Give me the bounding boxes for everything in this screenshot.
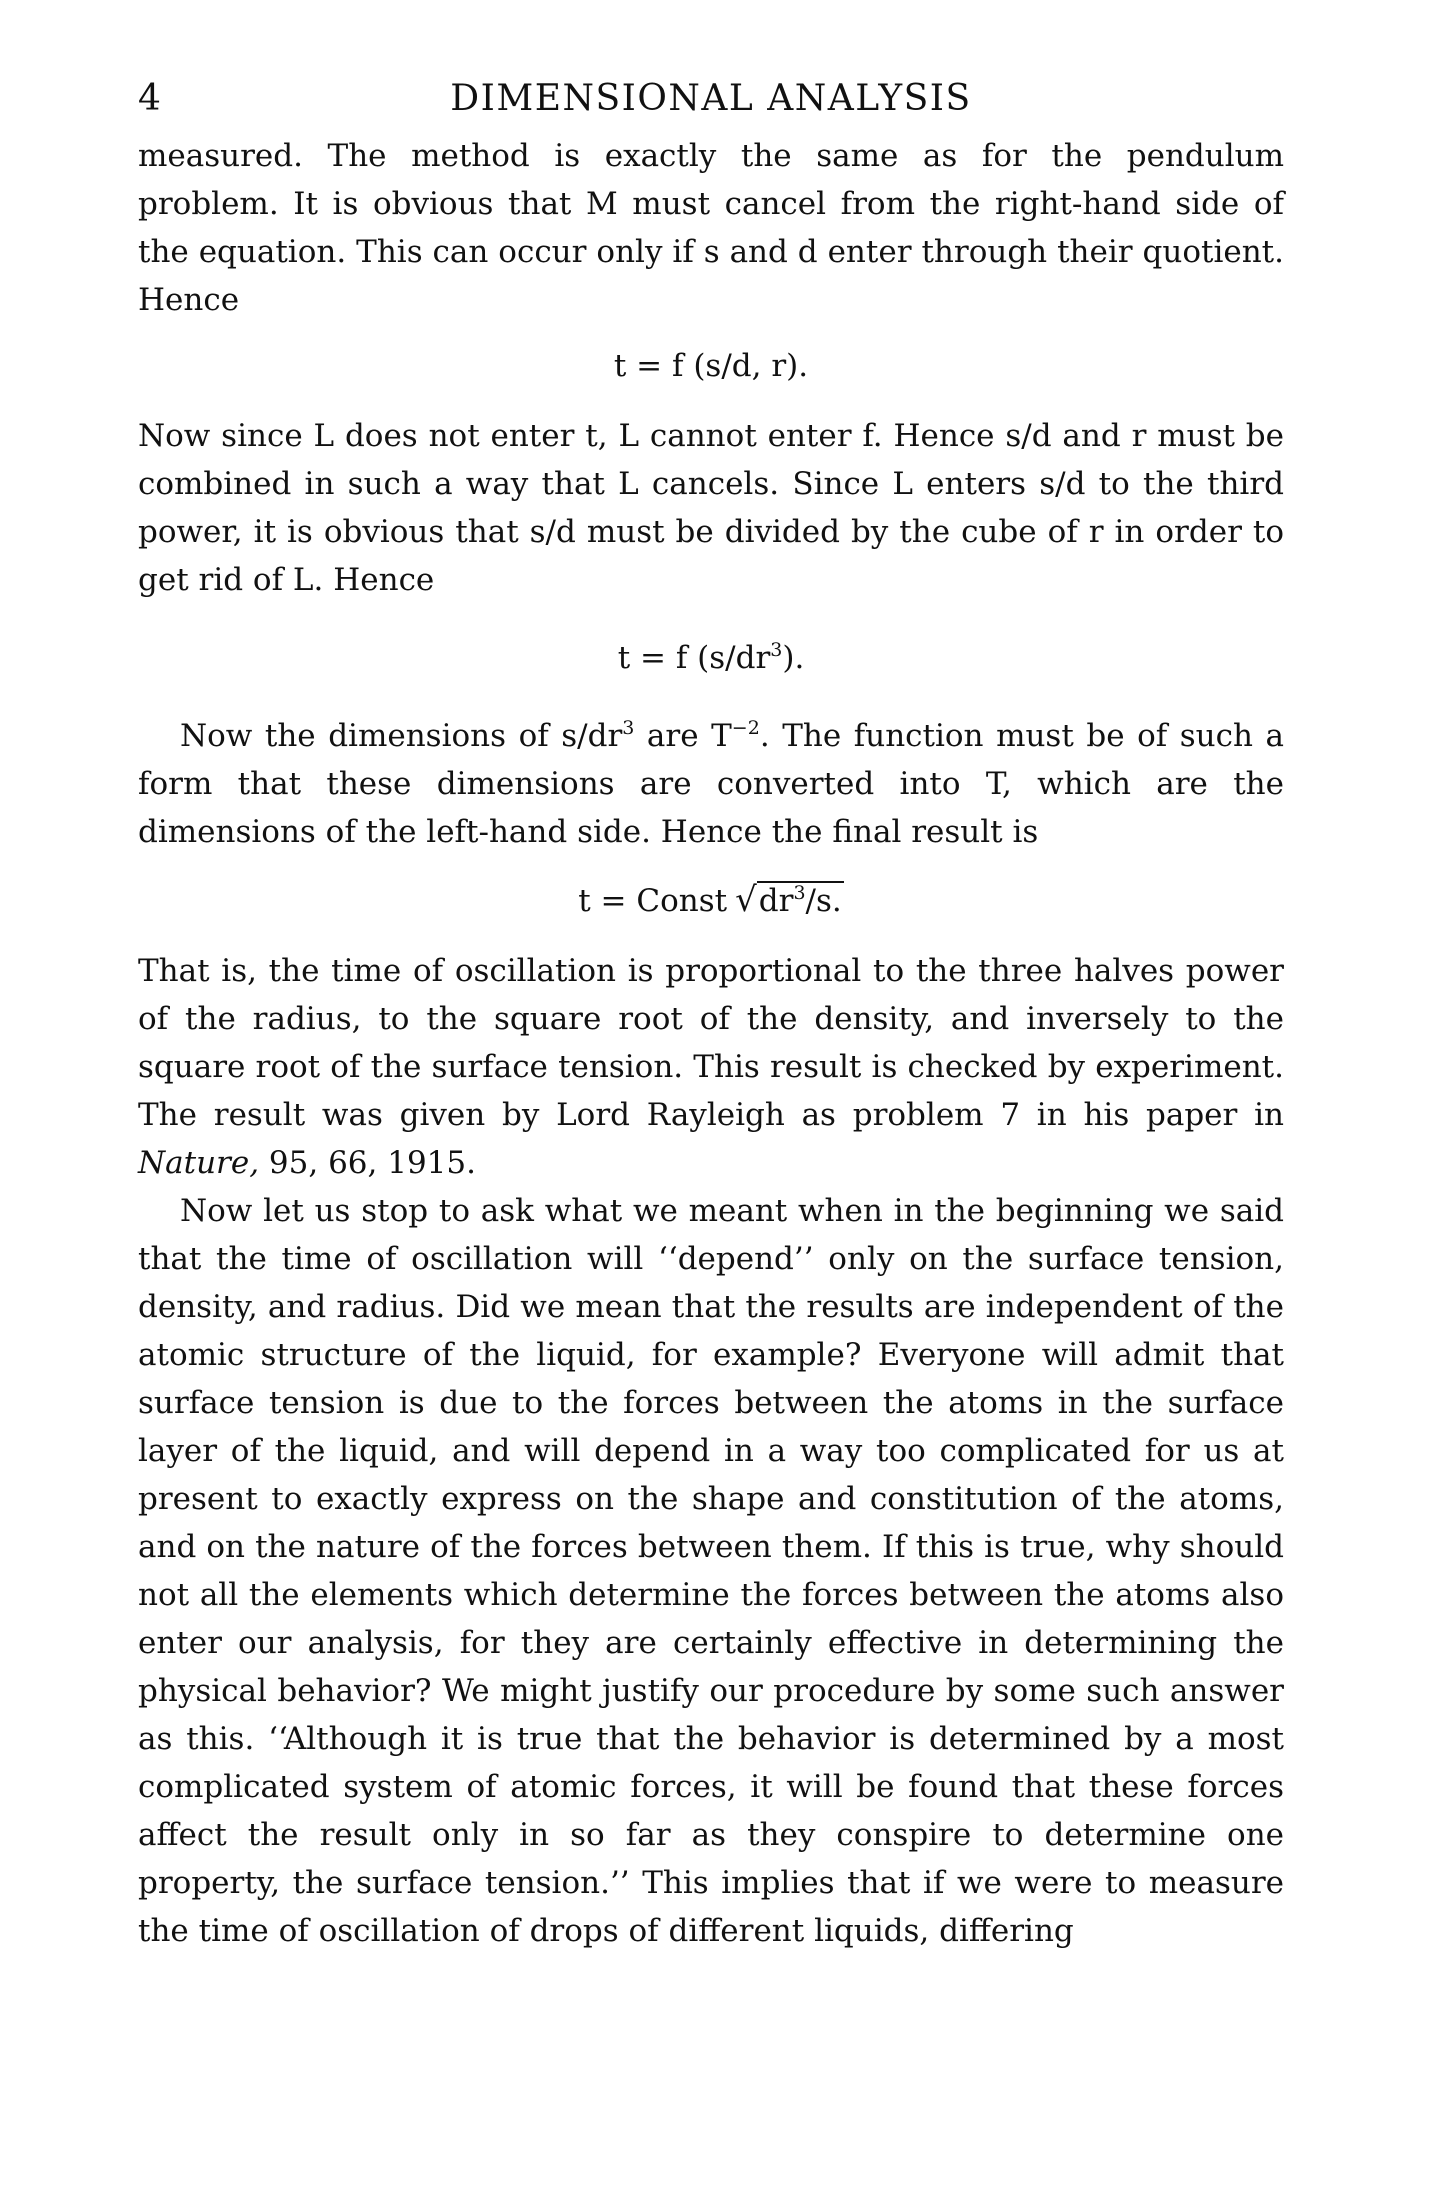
superscript: −2 — [731, 717, 760, 739]
paragraph-text: are T — [634, 718, 732, 754]
paragraph-text: Now the dimensions of s/dr — [180, 718, 623, 754]
paragraph-dimensions — [138, 712, 1284, 856]
superscript: 3 — [793, 882, 806, 904]
radicand — [757, 881, 844, 919]
equation-final-result — [138, 876, 1284, 925]
equation-text: t = f (s/dr — [617, 640, 771, 676]
square-root-sign: √ — [735, 880, 757, 920]
equation-text: dr — [758, 883, 794, 919]
paragraph-measured: measured. The method is exactly the same as for the pendulum problem. It is obvious that M must cancel from the right-hand side of the equation. This can occur only if s and d enter through their quotient. Hence — [138, 138, 1284, 318]
equation-text: /s. — [805, 883, 842, 919]
paragraph-text: . The function must be of such a form that these dimensions are converted into T, which are the dimensions of the left-hand side. Hence the final result is — [138, 718, 1284, 850]
equation-t-f-s-d-r: t = f (s/d, r). — [613, 348, 809, 384]
page-header — [138, 70, 1284, 132]
equation-t-f-s-dr3 — [138, 634, 1284, 682]
running-head: DIMENSIONAL ANALYSIS — [450, 78, 972, 119]
citation-text: 95, 66, 1915. — [259, 1145, 476, 1181]
paragraph-interpretation — [138, 947, 1284, 1187]
journal-title: Nature, — [138, 1145, 260, 1181]
equation-text: ). — [782, 640, 805, 676]
equation-text: t = Const — [578, 883, 728, 919]
superscript: 3 — [622, 717, 635, 739]
paragraph-l-cancels: Now since L does not enter t, L cannot enter f. Hence s/d and r must be combined in such a way that L cancels. Since L enters s/d to the third power, it is obvious that s/d must be divided by the cube of r in order to get rid of L. Hence — [138, 418, 1284, 598]
paragraph-atomic-structure: Now let us stop to ask what we meant when in the beginning we said that the time of oscillation will ‘‘depend’’ only on the surface tension, density, and radius. Did we mean that the results are independent of the atomic structure of the liquid, for example? Everyone will admit that surface tension is due to the forces between the atoms in the surface layer of the liquid, and will depend in a way too complicated for us at present to exactly express on the shape and constitution of the atoms, and on the nature of the forces between them. If this is true, why should not all the elements which determine the forces between the atoms also enter our analysis, for they are certainly effective in determining the physical behavior? We might justify our procedure by some such answer as this. ‘‘Although it is true that the behavior is determined by a most complicated system of atomic forces, it will be found that these forces affect the result only in so far as they conspire to determine one property, the surface tension.’’ This implies that if we were to measure the time of oscillation of drops of different liquids, differing — [138, 1193, 1284, 1949]
paragraph-text: That is, the time of oscillation is proportional to the three halves power of the radius, to the square root of the density, and inversely to the square root of the surface tension. This result is checked by experiment. The result was given by Lord Rayleigh as problem 7 in his paper in — [138, 953, 1284, 1133]
page-number: 4 — [138, 78, 161, 119]
superscript: 3 — [770, 639, 783, 661]
book-page — [138, 70, 1284, 1955]
